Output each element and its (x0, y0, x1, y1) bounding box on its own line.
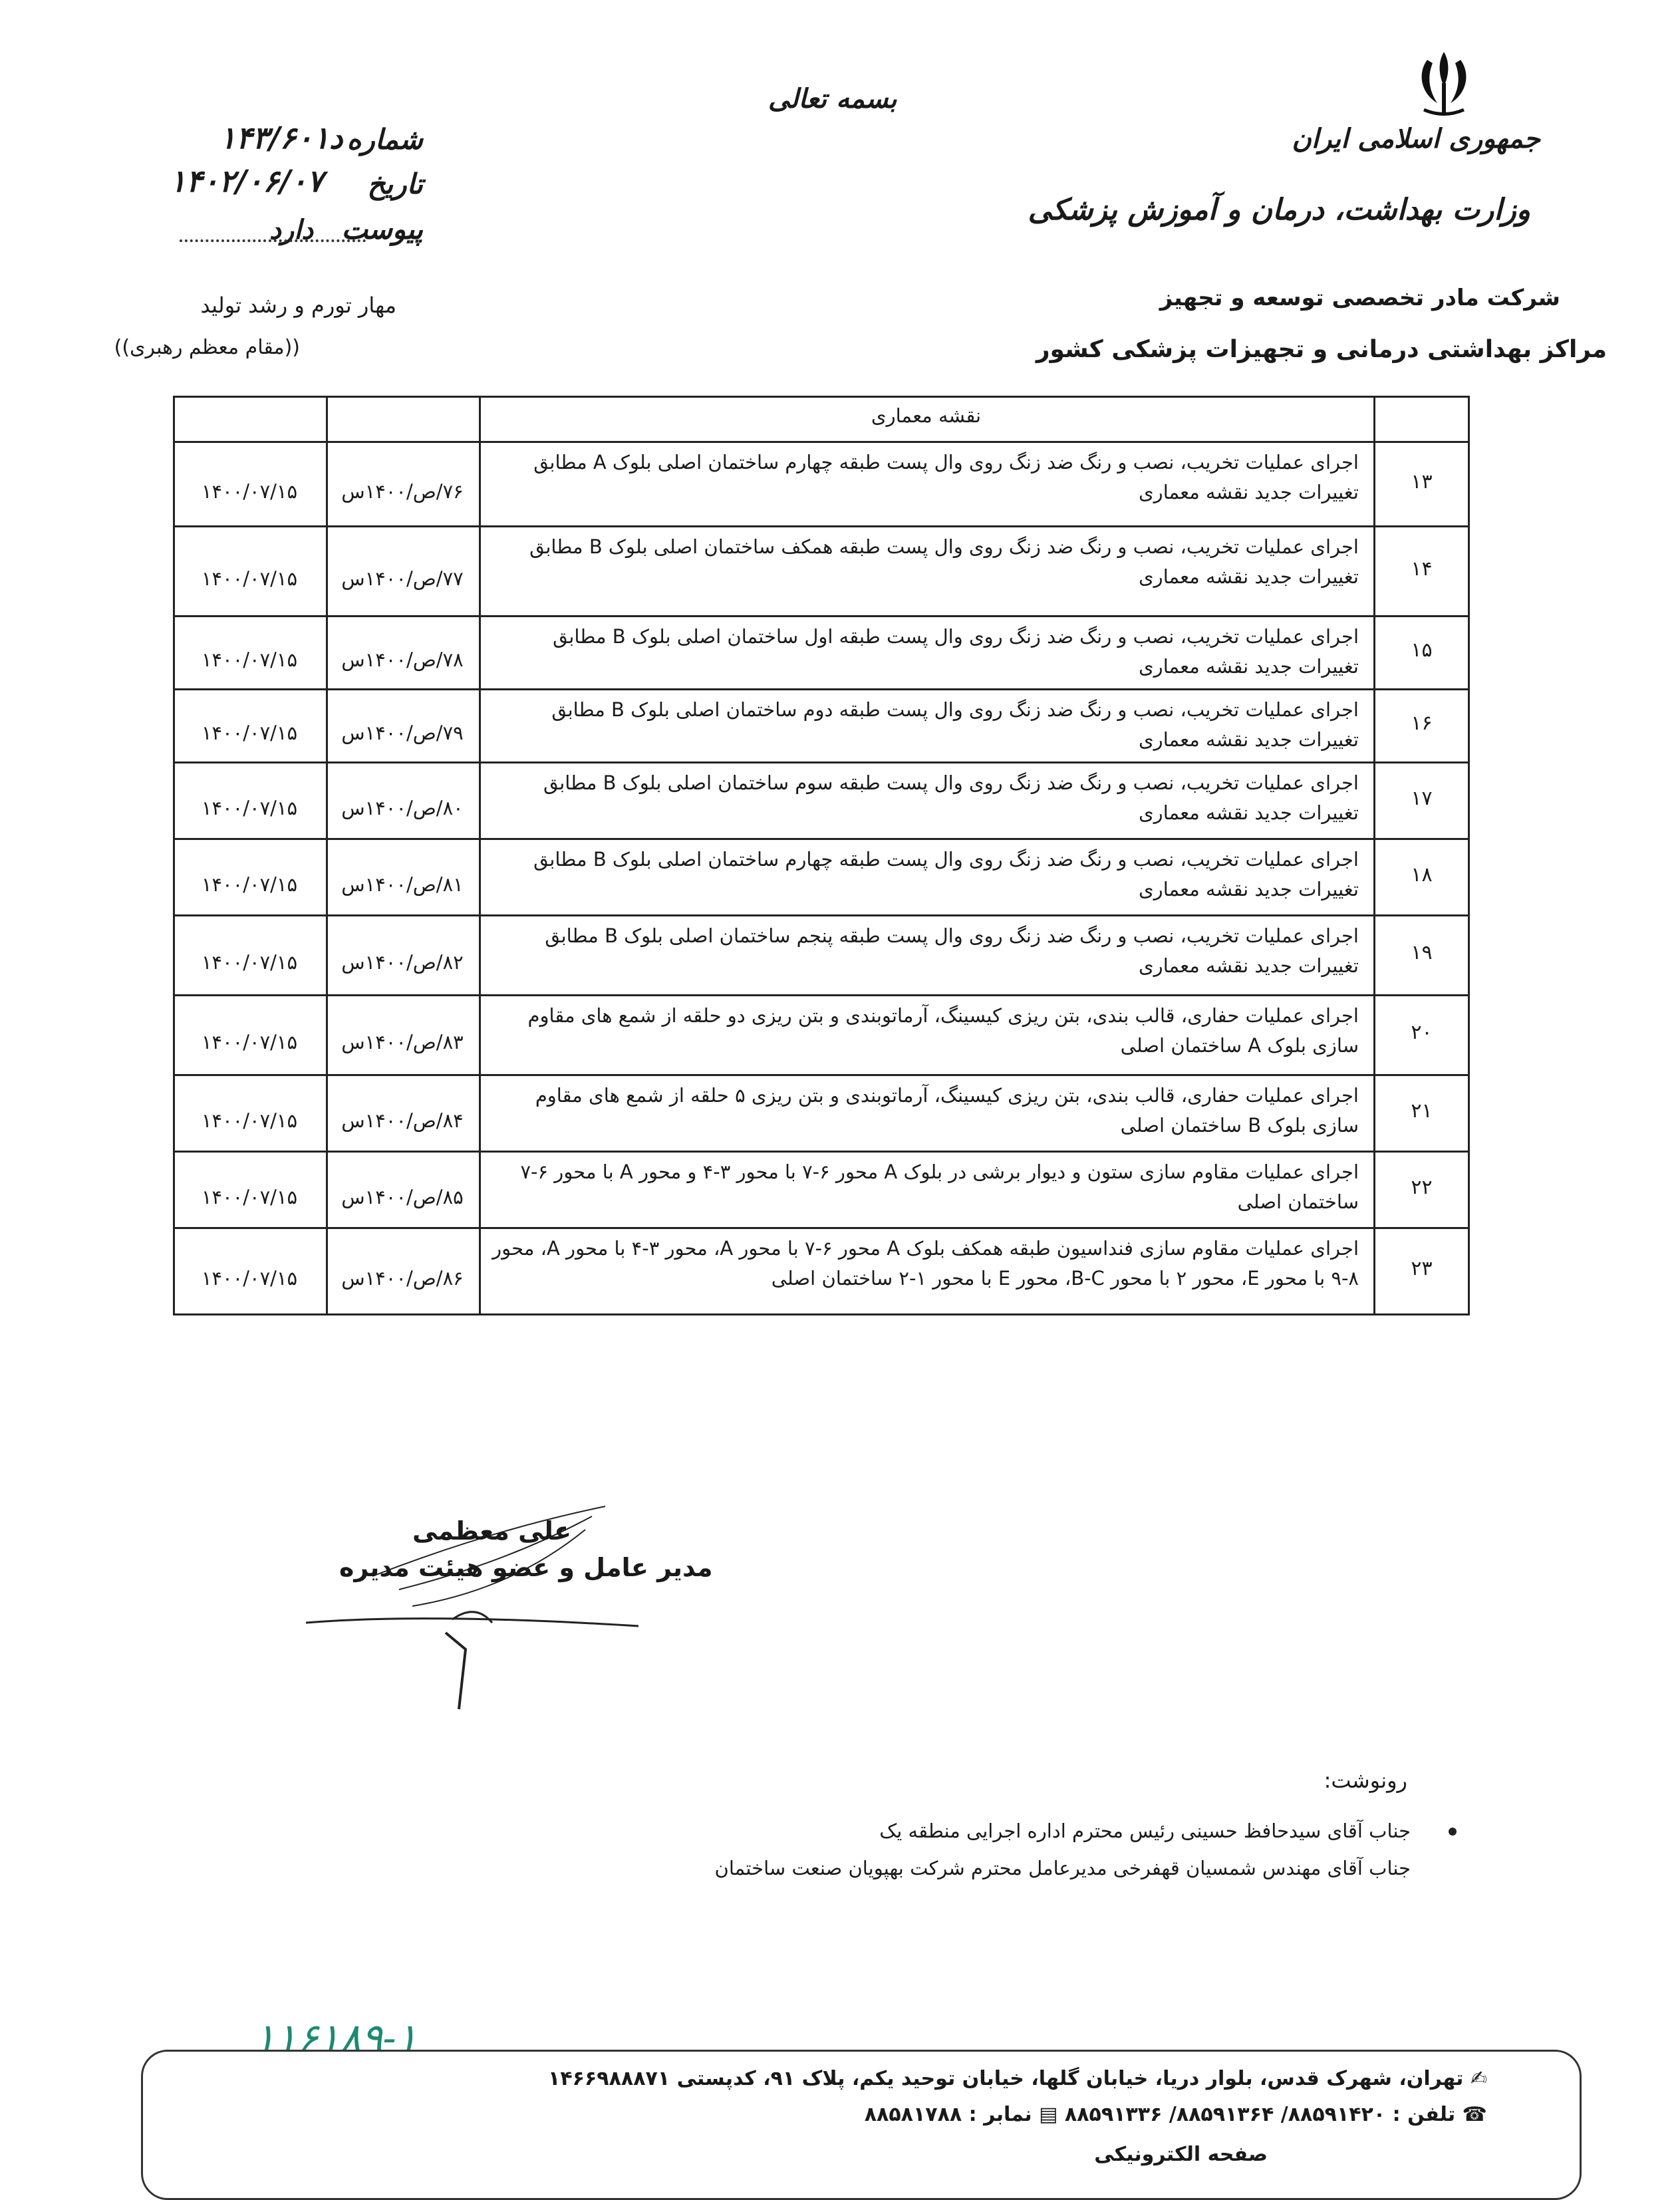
row-reference: ۷۸/ص/۱۴۰۰س (341, 648, 464, 671)
emblem-icon (1401, 47, 1487, 120)
number-label: شماره (347, 123, 423, 156)
row-reference: ۸۵/ص/۱۴۰۰س (341, 1185, 464, 1208)
signer-title: مدیر عامل و عضو هیئت مدیره (339, 1553, 713, 1582)
row-description: اجرای عملیات تخریب، نصب و رنگ ضد زنگ روی وال پست طبقه اول ساختمان اصلی بلوک B مطابق تغییرات جدید نقشه معماری (553, 625, 1359, 678)
handwritten-number: ۱۱۶۱۸۹-۱ (254, 2015, 418, 2062)
cc-item: جناب آقای مهندس شمسیان قهفرخی مدیرعامل محترم شرکت بهپویان صنعت ساختمان (714, 1857, 1411, 1879)
row-reference: ۷۹/ص/۱۴۰۰س (341, 722, 464, 744)
row-reference: ۸۱/ص/۱۴۰۰س (341, 873, 464, 896)
row-number: ۱۵ (1411, 638, 1433, 662)
row-description: اجرای عملیات تخریب، نصب و رنگ ضد زنگ روی وال پست طبقه پنجم ساختمان اصلی بلوک B مطابق تغییرات جدید نقشه معماری (545, 924, 1359, 977)
row-reference: ۸۴/ص/۱۴۰۰س (341, 1109, 464, 1132)
row-description: اجرای عملیات تخریب، نصب و رنگ ضد زنگ روی وال پست طبقه چهارم ساختمان اصلی بلوک A مطابق تغییرات جدید نقشه معماری (533, 451, 1359, 503)
company-name-line1: شرکت مادر تخصصی توسعه و تجهیز (1159, 285, 1560, 311)
row-date: ۱۴۰۰/۰۷/۱۵ (201, 648, 298, 671)
row-date: ۱۴۰۰/۰۷/۱۵ (201, 796, 298, 819)
footer-address-row (548, 2067, 1487, 2090)
letter-number: ۱۴۳/۶۰۱د (219, 120, 343, 156)
table-row-border (173, 396, 1470, 398)
cc-bullet (1449, 1828, 1457, 1836)
row-description: اجرای عملیات تخریب، نصب و رنگ ضد زنگ روی وال پست طبقه همکف ساختمان اصلی بلوک B مطابق تغییرات جدید نقشه معماری (529, 535, 1359, 588)
row-date: ۱۴۰۰/۰۷/۱۵ (201, 1031, 298, 1053)
cc-heading: رونوشت: (1324, 1768, 1407, 1793)
footer-web: صفحه الکترونیکی (1094, 2143, 1268, 2166)
company-name-line2: مراکز بهداشتی درمانی و تجهیزات پزشکی کشور (1036, 336, 1607, 363)
footer-address: تهران، شهرک قدس، بلوار دریا، خیابان گلها، خیابان توحید یکم، پلاک ۹۱، کدپستی ۱۴۶۶۹۸۸۸۷۱ (548, 2067, 1464, 2090)
row-number: ۱۹ (1411, 941, 1433, 964)
table-row-border (173, 1313, 1470, 1315)
basmala: بسمه تعالی (768, 83, 897, 114)
cc-item: جناب آقای سیدحافظ حسینی رئیس محترم اداره اجرایی منطقه یک (879, 1820, 1411, 1842)
fax-icon: ▤ (1032, 2103, 1058, 2126)
footer-fax: نمابر : ۸۸۵۸۱۷۸۸ (864, 2103, 1032, 2126)
row-number: ۱۶ (1411, 712, 1433, 735)
row-date: ۱۴۰۰/۰۷/۱۵ (201, 480, 298, 503)
row-number: ۲۰ (1411, 1021, 1433, 1044)
row-reference: ۸۶/ص/۱۴۰۰س (341, 1267, 464, 1290)
row-date: ۱۴۰۰/۰۷/۱۵ (201, 873, 298, 896)
row-date: ۱۴۰۰/۰۷/۱۵ (201, 1267, 298, 1290)
table-row (173, 1074, 1470, 1151)
row-description: اجرای عملیات حفاری، قالب بندی، بتن ریزی کیسینگ، آرماتوبندی و بتن ریزی دو حلقه از شمع های مقاوم سازی بلوک A ساختمان اصلی (527, 1004, 1359, 1057)
letter-date: ۱۴۰۲/۰۶/۰۷ (170, 163, 324, 199)
row-reference: ۷۶/ص/۱۴۰۰س (341, 480, 464, 503)
row-number: ۱۸ (1411, 863, 1433, 887)
row-description: اجرای عملیات حفاری، قالب بندی، بتن ریزی کیسینگ، آرماتوبندی و بتن ریزی ۵ حلقه از شمع های مقاوم سازی بلوک B ساختمان اصلی (535, 1084, 1359, 1137)
slogan: مهار تورم و رشد تولید (200, 293, 396, 318)
row-date: ۱۴۰۰/۰۷/۱۵ (201, 1185, 298, 1208)
table-row (173, 1151, 1470, 1227)
row-reference: ۸۲/ص/۱۴۰۰س (341, 951, 464, 974)
attachment-label: پیوست (341, 213, 423, 245)
row-number: ۱۷ (1411, 786, 1433, 810)
row-number: ۲۲ (1411, 1175, 1433, 1199)
table-row (173, 525, 1470, 615)
table-row (173, 688, 1470, 761)
row-description: اجرای عملیات تخریب، نصب و رنگ ضد زنگ روی وال پست طبقه چهارم ساختمان اصلی بلوک B مطابق تغییرات جدید نقشه معماری (533, 848, 1359, 900)
table-row (173, 1227, 1470, 1313)
table-row (173, 838, 1470, 914)
row-description: اجرای عملیات مقاوم سازی ستون و دیوار برشی در بلوک A محور ۶-۷ با محور ۳-۴ و محور A با محور ۶-۷ ساختمان اصلی (520, 1161, 1359, 1213)
row-description: اجرای عملیات تخریب، نصب و رنگ ضد زنگ روی وال پست طبقه سوم ساختمان اصلی بلوک B مطابق تغییرات جدید نقشه معماری (543, 771, 1359, 824)
footer-contact-row (865, 2103, 1487, 2126)
row-reference: ۷۷/ص/۱۴۰۰س (341, 567, 464, 590)
attachment-value: دارد (269, 214, 314, 245)
signer-name: علی معظمی (412, 1516, 572, 1546)
row-description: اجرای عملیات تخریب، نصب و رنگ ضد زنگ روی وال پست طبقه دوم ساختمان اصلی بلوک B مطابق تغییرات جدید نقشه معماری (551, 698, 1359, 751)
row-reference: ۸۳/ص/۱۴۰۰س (341, 1031, 464, 1053)
row-number: ۲۱ (1411, 1099, 1433, 1123)
row-reference: ۸۰/ص/۱۴۰۰س (341, 796, 464, 819)
date-label: تاریخ (367, 168, 423, 200)
row-number: ۲۳ (1411, 1257, 1433, 1280)
footer-phone: تلفن : ۸۸۵۹۱۴۲۰/ ۸۸۵۹۱۳۶۴/ ۸۸۵۹۱۳۳۶ (1064, 2103, 1456, 2126)
ministry-line2: وزارت بهداشت، درمان و آموزش پزشکی (1028, 193, 1530, 227)
row-date: ۱۴۰۰/۰۷/۱۵ (201, 1109, 298, 1132)
row-description: اجرای عملیات مقاوم سازی فنداسیون طبقه همکف بلوک A محور ۶-۷ با محور A، محور ۳-۴ با محور A، محور ۸-۹ با محور E، محور ۲ با محور B-C، محور E با محور ۱-۲ ساختمان اصلی (492, 1237, 1359, 1290)
row-date: ۱۴۰۰/۰۷/۱۵ (201, 722, 298, 744)
slogan-attribution: ((مقام معظم رهبری)) (114, 336, 300, 359)
attachment-dotted-line (180, 239, 366, 242)
row-date: ۱۴۰۰/۰۷/۱۵ (201, 951, 298, 974)
phone-icon: ☎ (1455, 2103, 1487, 2126)
table-top-fragment: نقشه معماری (871, 404, 982, 427)
row-number: ۱۳ (1411, 470, 1433, 493)
projects-table (173, 396, 1470, 1427)
table-row (173, 914, 1470, 994)
row-number: ۱۴ (1411, 557, 1433, 581)
table-row (173, 441, 1470, 525)
table-row (173, 761, 1470, 838)
address-icon: ✍ (1463, 2067, 1487, 2090)
row-date: ۱۴۰۰/۰۷/۱۵ (201, 567, 298, 590)
table-row (173, 994, 1470, 1074)
ministry-line1: جمهوری اسلامی ایران (1292, 123, 1540, 154)
table-row (173, 615, 1470, 688)
